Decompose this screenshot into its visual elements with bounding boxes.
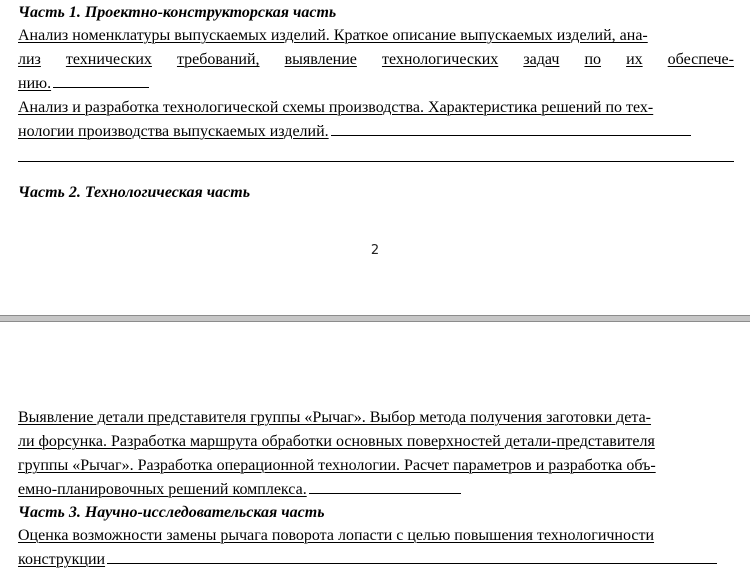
word: технологических	[381, 51, 499, 68]
word: требований,	[176, 51, 260, 68]
line-text: нию.	[18, 75, 52, 92]
part2-heading: Часть 2. Технологическая часть	[18, 184, 251, 201]
line-text: емно-планировочных решений комплекса.	[18, 481, 307, 498]
word: их	[626, 51, 643, 68]
blank-fill-line	[309, 492, 461, 494]
task-text-line-justified	[18, 48, 734, 72]
line-text: нологии производства выпускаемых изделий.	[18, 123, 329, 140]
page-break-separator	[0, 315, 750, 322]
word: технических	[65, 51, 152, 68]
task-text-line	[18, 548, 734, 572]
blank-fill-line	[53, 86, 149, 88]
part3-heading: Часть 3. Научно-исследовательская часть	[18, 504, 325, 521]
blank-fill-line	[107, 562, 717, 564]
word: выявление	[284, 51, 357, 68]
blank-rule-line	[18, 161, 734, 162]
blank-fill-line	[331, 134, 691, 136]
task-text-line	[18, 478, 734, 502]
task-text-line	[18, 120, 734, 144]
document-page-2	[0, 322, 750, 579]
task-text-line: Оценка возможности замены рычага поворота лопасти с целью повышения технологичности	[18, 527, 655, 544]
part1-heading: Часть 1. Проектно-конструкторская часть	[18, 4, 337, 21]
task-text-line: Анализ номенклатуры выпускаемых изделий. Краткое описание выпускаемых изделий, ана-	[18, 27, 648, 44]
word: по	[584, 51, 602, 68]
line-text: конструкции	[18, 551, 106, 568]
task-text-line: ли форсунка. Разработка маршрута обработки основных поверхностей детали-представителя	[18, 433, 655, 450]
task-text-line: Выявление детали представителя группы «Рычаг». Выбор метода получения заготовки дета-	[18, 409, 652, 426]
word: обеспече-	[667, 51, 734, 68]
task-text-line	[18, 72, 734, 96]
page-number: 2	[370, 243, 380, 258]
word: лиз	[18, 51, 41, 68]
word: задач	[523, 51, 560, 68]
task-text-line: Анализ и разработка технологической схемы производства. Характеристика решений по тех-	[18, 99, 654, 116]
task-text-line: группы «Рычаг». Разработка операционной технологии. Расчет параметров и разработка объ-	[18, 457, 656, 474]
